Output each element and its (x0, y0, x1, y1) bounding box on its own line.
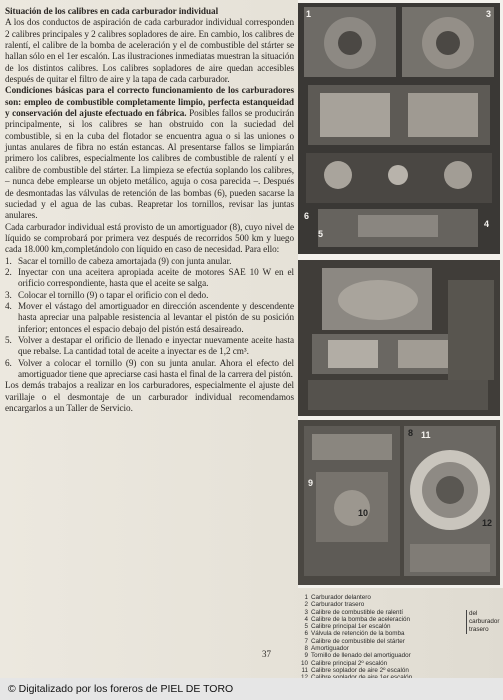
step-text: Inyectar con una aceitera apropiada aceite de motores SAE 10 W en el orificio correspondiente, hasta que el aceite se salga. (18, 266, 294, 289)
step-number: 5. (5, 334, 12, 345)
article-heading: Situación de los calibres en cada carburador individual (5, 6, 219, 16)
conditions-paragraph (5, 85, 294, 221)
legend-label: Carburador delantero (311, 594, 371, 601)
legend-item (298, 660, 460, 667)
step-item (5, 267, 294, 290)
legend-number: 9 (304, 652, 308, 660)
callout-label: 3 (486, 9, 492, 19)
legend-item (298, 601, 460, 608)
legend-label: Calibre de la bomba de aceleración (311, 615, 411, 623)
legend-label: Válvula de retención de la bomba (311, 630, 405, 638)
legend-label: Amortiguador (311, 645, 349, 653)
legend-number: 4 (304, 615, 308, 623)
legend-number: 7 (304, 637, 308, 645)
carburetor-photo-middle (298, 260, 500, 416)
step-item (5, 301, 294, 335)
side-note-line: del (469, 610, 478, 617)
conditions-rest: Posibles fallos se producirán principalmente, si los calibres se han obstruido con la suciedad del combustible, si en la cuba del flotador se encuentra agua o si las uniones o juntas anulares de fibra no están estancas. Al presentarse fallos se limpiarán primero los calibres, especialmente los calibres de combustible de ralentí y el calibre de combustible del stárter. La limpieza se efectúa soplando los calibres, – nunca debe emplearse un objeto metálico, aguja o cosa parecida –. Después de desmontadas las válvulas de retención de las bombas (6), pueden sacarse la suciedad y el agua de las cubas. Reapretar los tornillos, revisar las juntas anulares. (5, 108, 294, 221)
step-text: Volver a destapar el orificio de llenado e inyectar nuevamente aceite hasta que rebalse. La cantidad total de aceite a inyectar es de 1,2 cm³. (18, 334, 294, 357)
legend-item (298, 652, 460, 659)
step-number: 1. (5, 255, 12, 266)
legend-label: Tornillo de llenado del amortiguador (311, 652, 411, 660)
legend-number: 10 (300, 659, 308, 667)
legend-label: Calibre principal 1er escalón (311, 623, 391, 631)
callout-label: 9 (308, 478, 314, 488)
callout-label: 11 (421, 430, 431, 440)
legend-number: 2 (304, 601, 308, 609)
step-text: Mover el vástago del amortiguador en dirección ascendente y descendente hasta apreciar una palpable resistencia al levantar el pistón de su posición inferior; entonces el espacio debajo del pistón está desaireado. (18, 300, 294, 334)
callout-label: 1 (306, 9, 312, 19)
callout-label: 5 (318, 229, 324, 239)
legend-item (298, 667, 460, 674)
side-note-line: carburador (469, 618, 500, 625)
legend-number: 1 (304, 594, 308, 601)
legend-label: Calibre soplador de aire 2º escalón (311, 666, 409, 674)
legend-item (298, 616, 460, 623)
steps-list (5, 256, 294, 381)
callout-label: 8 (408, 428, 414, 438)
callout-label: 12 (482, 518, 493, 528)
side-note-line: trasero (469, 626, 489, 633)
legend-label: Carburador trasero (311, 601, 365, 609)
page-number: 37 (262, 649, 271, 659)
legend-number: 3 (304, 608, 308, 616)
legend-number: 6 (304, 630, 308, 638)
step-item (5, 358, 294, 381)
article-text (5, 6, 294, 414)
legend-label: Calibre de combustible de ralentí (311, 608, 404, 616)
step-number: 3. (5, 289, 12, 300)
callout-label: 6 (304, 211, 310, 221)
damper-paragraph: Cada carburador individual está provisto de un amortiguador (8), cuyo nivel de líquido se comprobará por primera vez después de recorridos 500 km y luego cada 18.000 km,completándolo con líquido en caso de necesidad. Para ello: (5, 221, 294, 255)
footer-credit: © Digitalizado por los foreros de PIEL DE TORO (8, 683, 234, 695)
legend-item (298, 638, 460, 645)
step-text: Volver a colocar el tornillo (9) con su junta anular. Ahora el efecto del amortiguador tiene que apreciarse casi hasta el final de la carrera del pistón. (18, 357, 294, 379)
legend-item (298, 645, 460, 652)
legend-number: 11 (301, 666, 308, 674)
step-item (5, 335, 294, 358)
legend-item (298, 609, 460, 616)
step-text: Sacar el tornillo de cabeza amortajada (9) con junta anular. (18, 255, 232, 266)
legend-number: 8 (304, 645, 308, 653)
step-number: 2. (5, 266, 12, 277)
carburetor-photo-bottom (298, 420, 500, 585)
closing-paragraph: Los demás trabajos a realizar en los carburadores, especialmente el ajuste del varillaje o el desmontaje de un carburador individual recomendamos encargarlos a un Taller de Servicio. (5, 380, 294, 414)
step-item (5, 290, 294, 301)
step-number: 6. (5, 357, 12, 368)
legend-number: 5 (304, 623, 308, 631)
step-item (5, 256, 294, 267)
callout-label: 4 (484, 219, 490, 229)
photo-column (298, 0, 503, 588)
legend-item (298, 630, 460, 637)
conditions-bold: Condiciones básicas para el correcto funcionamiento de los carburadores son: empleo de combustible completamente limpio, perfecta estanqueidad y conservación del ajuste efectuado en fábrica. (5, 85, 294, 119)
legend-label: Calibre principal 2º escalón (311, 659, 388, 667)
legend-item (298, 594, 460, 601)
legend-side-note (466, 610, 503, 634)
legend-item (298, 623, 460, 630)
intro-paragraph: A los dos conductos de aspiración de cada carburador individual corresponden 2 calibres principales y 2 calibres sopladores de aire. En cambio, los calibres de ralentí, el calibre de la bomba de aceleración y el de combustible del stárter se hallan sólo en el 1er escalón. Las ilustraciones inmediatas muestran la situación de los distintos calibres. Los calibres sopladores de aire quedan accesibles después de quitar el filtro de aire y la tapa de cada carburador. (5, 17, 294, 85)
step-text: Colocar el tornillo (9) o tapar el orificio con el dedo. (18, 289, 209, 300)
legend-label: Calibre de combustible del stárter (311, 637, 405, 645)
callout-label: 10 (358, 508, 369, 518)
carburetor-photo-top (298, 3, 500, 254)
legend (298, 594, 460, 682)
step-number: 4. (5, 300, 12, 311)
